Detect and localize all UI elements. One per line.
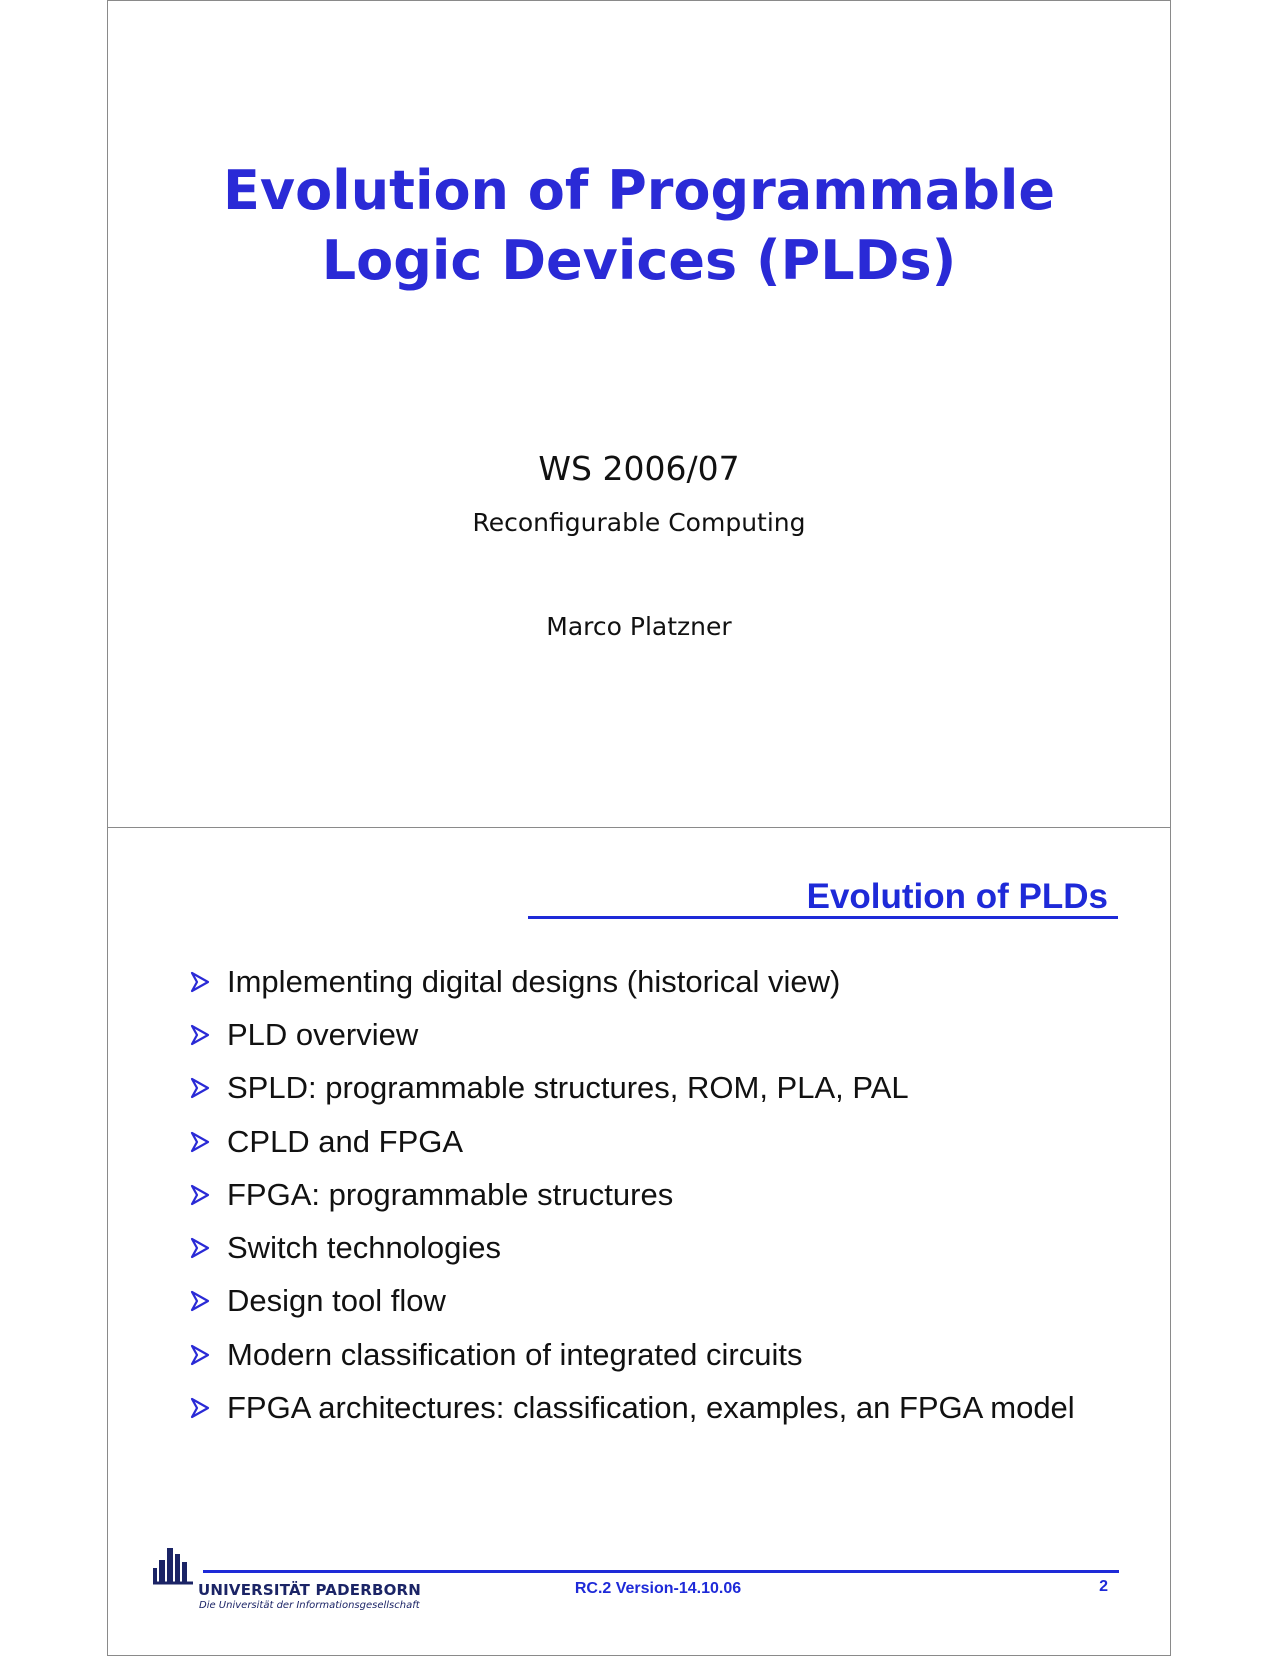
slide-1 xyxy=(107,0,1171,828)
bullet-text: PLD overview xyxy=(227,1016,419,1052)
author-name: Marco Platzner xyxy=(546,612,732,641)
bullet-text: Modern classification of integrated circuits xyxy=(227,1336,803,1372)
semester: WS 2006/07 xyxy=(538,449,740,488)
arrow-right-icon xyxy=(190,1184,210,1206)
list-item xyxy=(190,1275,1075,1328)
arrow-right-icon xyxy=(190,1344,210,1366)
list-item xyxy=(190,955,1075,1008)
list-item xyxy=(190,1062,1075,1115)
slide-2-title: Evolution of PLDs xyxy=(528,875,1118,919)
list-item xyxy=(190,1328,1075,1381)
bullet-text: FPGA: programmable structures xyxy=(227,1176,674,1212)
arrow-right-icon xyxy=(190,1077,210,1099)
list-item xyxy=(190,1168,1075,1221)
list-item xyxy=(190,1381,1075,1434)
bullet-text: Implementing digital designs (historical view) xyxy=(227,963,841,999)
bullet-text: Design tool flow xyxy=(227,1283,446,1319)
title-line-2: Logic Devices (PLDs) xyxy=(321,229,957,292)
course-name: Reconfigurable Computing xyxy=(472,508,806,537)
arrow-right-icon xyxy=(190,971,210,993)
title-line-1: Evolution of Programmable xyxy=(223,159,1055,222)
slide-1-title xyxy=(108,156,1170,296)
list-item xyxy=(190,1115,1075,1168)
bullet-text: CPLD and FPGA xyxy=(227,1123,464,1159)
bullet-list xyxy=(190,955,1075,1435)
arrow-right-icon xyxy=(190,1290,210,1312)
arrow-right-icon xyxy=(190,1131,210,1153)
arrow-right-icon xyxy=(190,1024,210,1046)
arrow-right-icon xyxy=(190,1397,210,1419)
university-logo-icon xyxy=(153,1546,193,1586)
bullet-text: SPLD: programmable structures, ROM, PLA, PAL xyxy=(227,1070,909,1106)
list-item xyxy=(190,1008,1075,1061)
version-label: RC.2 Version-14.10.06 xyxy=(574,1580,742,1597)
university-tagline: Die Universität der Informationsgesellschaft xyxy=(199,1600,420,1611)
list-item xyxy=(190,1221,1075,1274)
arrow-right-icon xyxy=(190,1237,210,1259)
slide-2 xyxy=(107,827,1171,1656)
page-number: 2 xyxy=(1099,1578,1108,1595)
bullet-text: Switch technologies xyxy=(227,1230,501,1266)
bullet-text: FPGA architectures: classification, examples, an FPGA model xyxy=(227,1390,1075,1426)
footer-divider xyxy=(203,1570,1119,1573)
university-name: UNIVERSITÄT PADERBORN xyxy=(198,1581,422,1599)
